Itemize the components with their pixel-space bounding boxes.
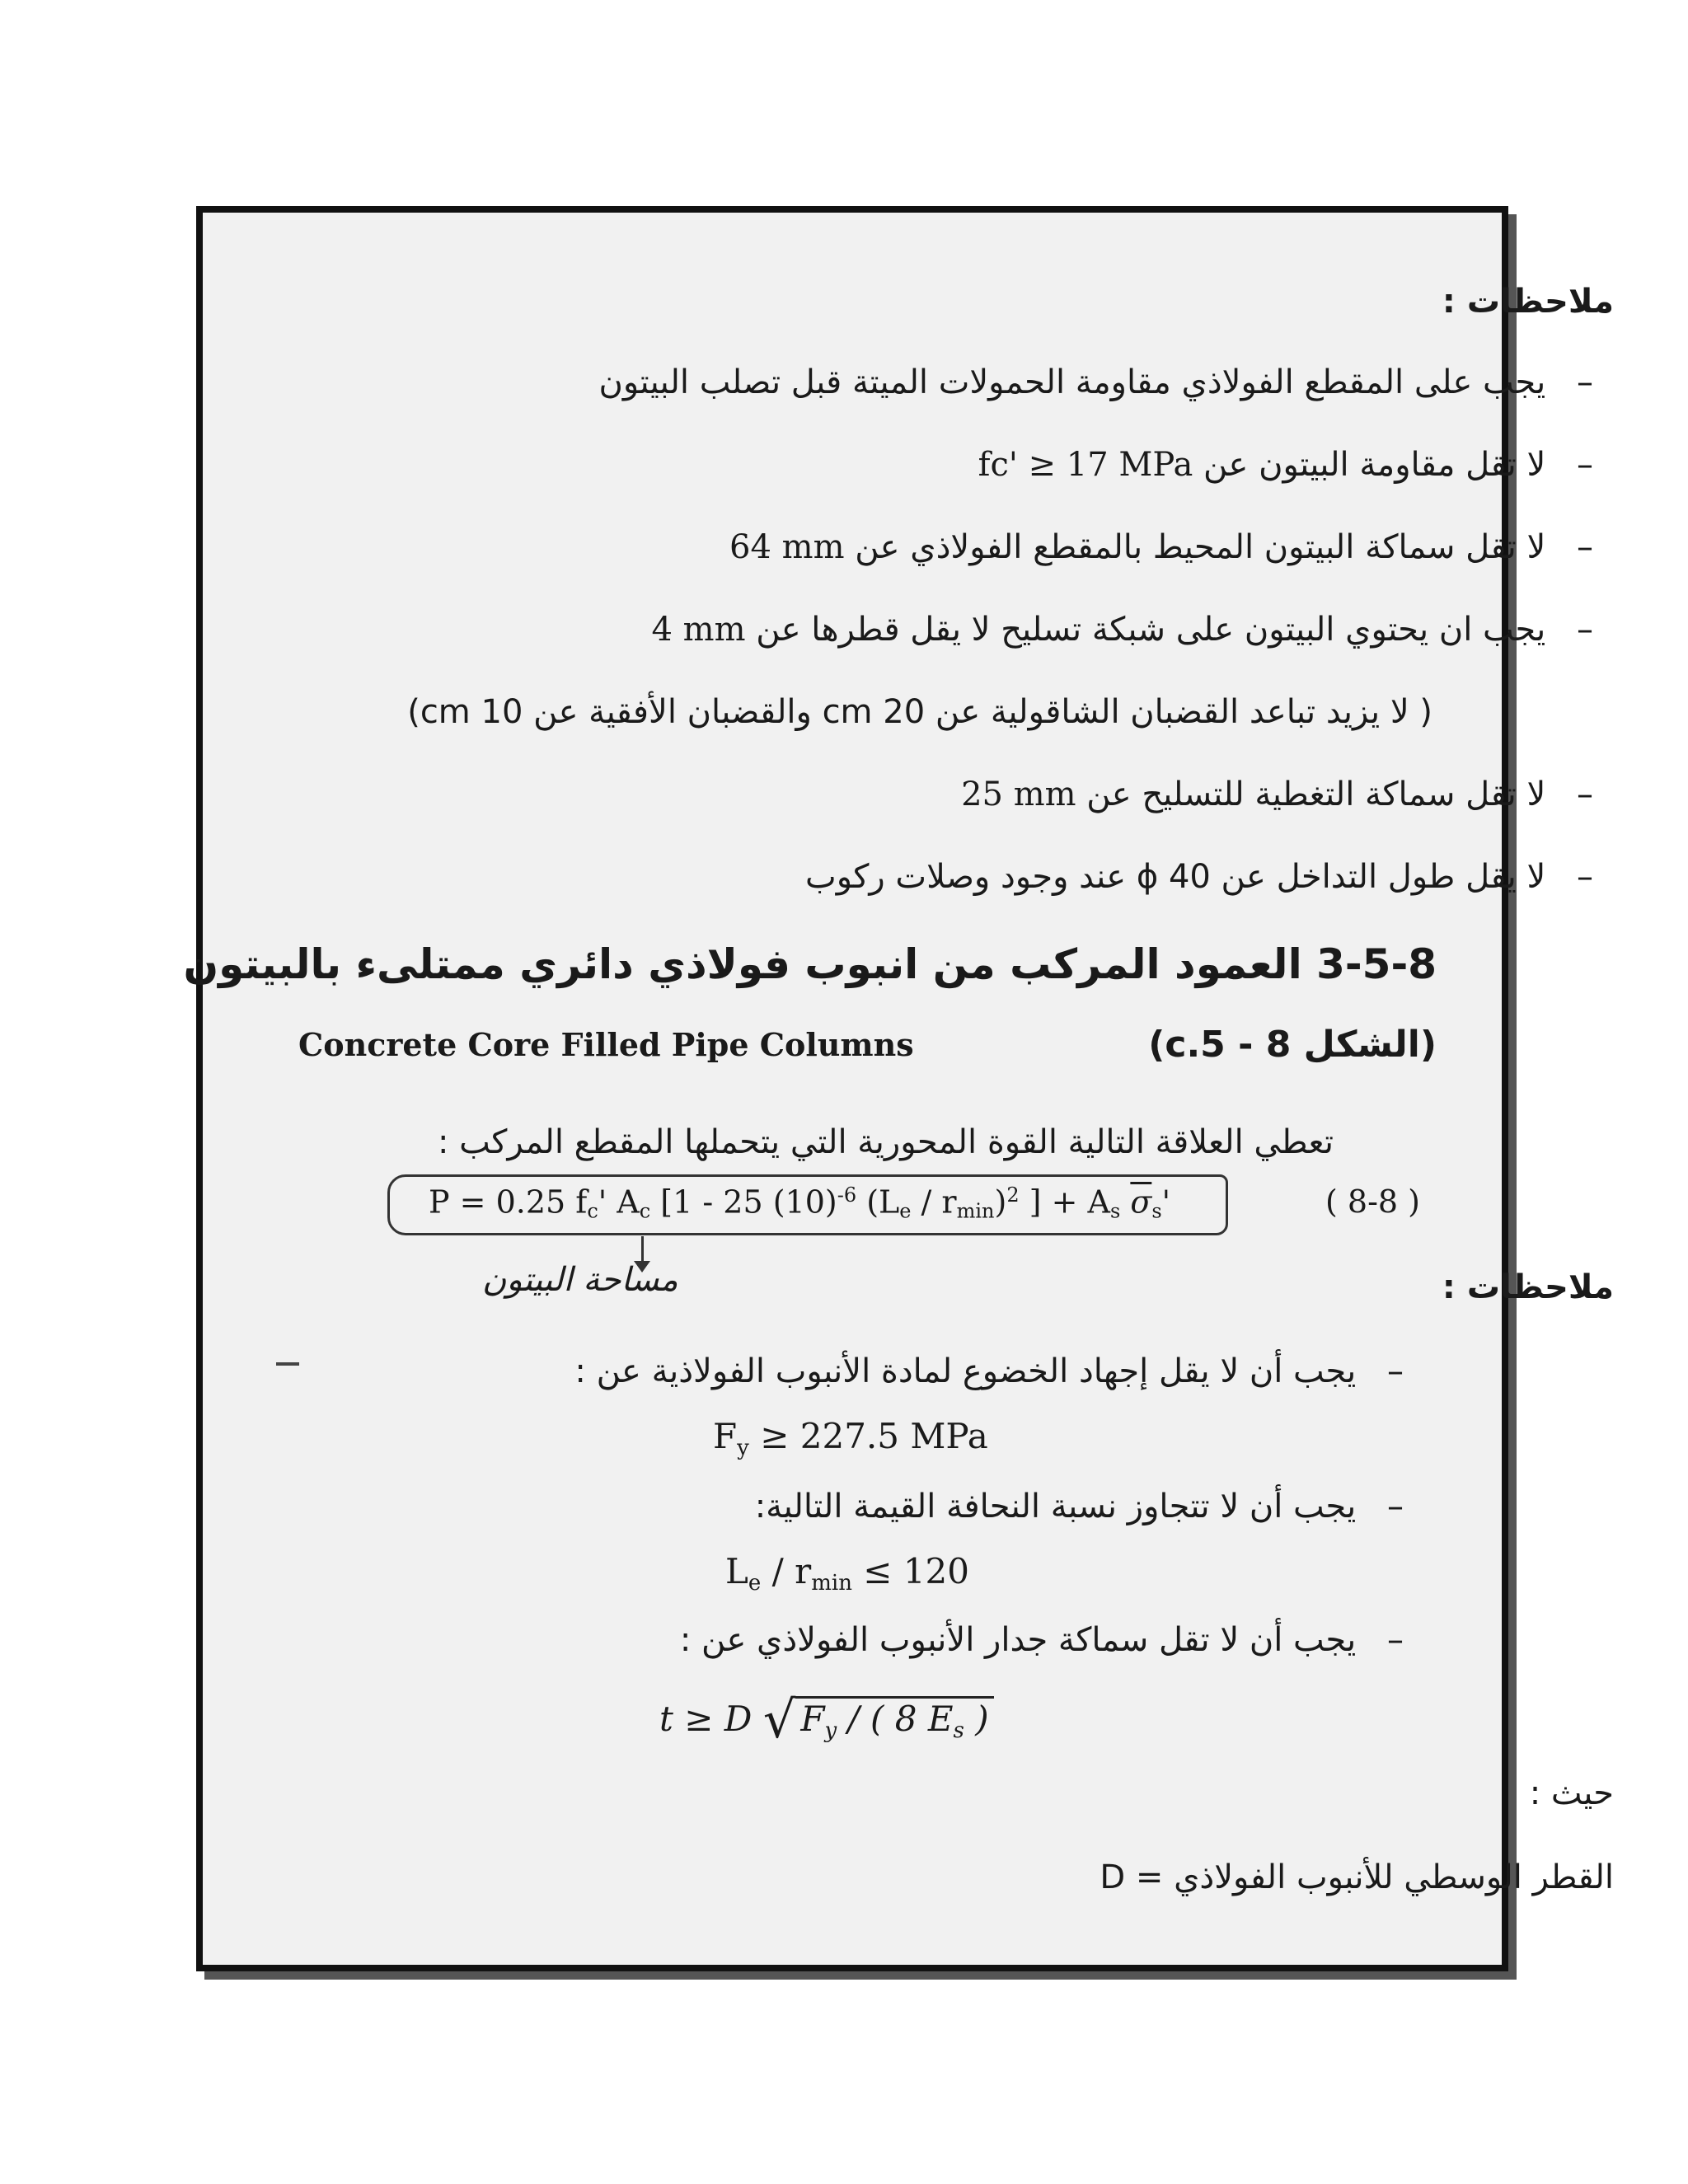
- definition-d-text: D = القطر الوسطي للأنبوب الفولاذي: [1100, 1858, 1614, 1896]
- req-1-text: يجب أن لا يقل إجهاد الخضوع لمادة الأنبوب الفولاذية عن :: [574, 1352, 1357, 1390]
- notes-heading-2: ملاحظات :: [1442, 1268, 1614, 1306]
- note-6-text: لا يقل طول التداخل عن 40 ɸ عند وجود وصلات ركوب: [805, 858, 1546, 896]
- note-6: [805, 854, 1614, 900]
- section-heading-en: Concrete Core Filled Pipe Columns: [298, 1026, 914, 1063]
- note-5-text: لا تقل سماكة التغطية للتسليح عن: [1086, 776, 1546, 813]
- bullet-dash: –: [1577, 446, 1593, 484]
- note-4-text: يجب ان يحتوي البيتون على شبكة تسليح لا يقل قطرها عن: [756, 611, 1546, 649]
- note-4b: ( لا يزيد تباعد القضبان الشاقولية عن 20 cm والقضبان الأفقية عن 10 cm): [407, 693, 1432, 731]
- definition-d: [1100, 1854, 1614, 1900]
- req-1-formula: $F_y \ge 227.5$ MPa: [713, 1416, 988, 1460]
- req-3-formula-radicand: $F_y$ / ( 8 $E_s$ ): [795, 1696, 993, 1739]
- note-2-value: fc' ≥ 17 MPa: [978, 446, 1193, 484]
- note-2-text: لا تقل مقاومة البيتون عن: [1203, 446, 1546, 484]
- scan-artifact: [276, 1362, 299, 1366]
- note-3: [729, 524, 1614, 570]
- note-4: [652, 607, 1614, 653]
- note-4-value: 4 mm: [651, 611, 746, 649]
- notes-heading-1: ملاحظات :: [1442, 283, 1614, 321]
- figure-ref: (الشكل 8 - 5.c): [1148, 1024, 1437, 1066]
- handwritten-note: مساحة البيتون: [482, 1261, 678, 1299]
- note-1-text: يجب على المقطع الفولاذي مقاومة الحمولات الميتة قبل تصلب البيتون: [598, 363, 1546, 401]
- req-2: [755, 1483, 1424, 1530]
- intro-text: تعطي العلاقة التالية القوة المحورية التي يتحملها المقطع المركب :: [437, 1123, 1334, 1161]
- req-2-formula: $L_e / r_{min} \le 120$: [725, 1551, 969, 1596]
- note-3-text: لا تقل سماكة البيتون المحيط بالمقطع الفولاذي عن: [855, 528, 1546, 566]
- note-5: [961, 771, 1614, 818]
- req-3-formula-lhs: t ≥ D: [659, 1699, 753, 1739]
- sqrt-icon: √ $F_y$ / ( 8 $E_s$ ): [763, 1690, 994, 1750]
- note-2: [978, 442, 1614, 488]
- req-1: [574, 1348, 1424, 1394]
- bullet-dash: –: [1387, 1488, 1404, 1526]
- bullet-dash: –: [1387, 1352, 1404, 1390]
- bullet-dash: –: [1387, 1621, 1404, 1659]
- bullet-dash: –: [1577, 858, 1593, 896]
- req-3-text: يجب أن لا تقل سماكة جدار الأنبوب الفولاذي عن :: [679, 1621, 1357, 1659]
- req-3-formula: [659, 1690, 994, 1750]
- bullet-dash: –: [1577, 776, 1593, 813]
- section-heading: 3-5-8 العمود المركب من انبوب فولاذي دائري ممتلىء بالبيتون: [183, 940, 1437, 988]
- equation-8-8: P = 0.25 $f_c'$ $A_c$ [1 - 25 $(10)^{-6}$ $(L_e / r_{min})^2$ ] + $A_s$ $\overline{\sigma}_s'$: [429, 1183, 1171, 1223]
- equation-number: ( 8-8 ): [1325, 1183, 1421, 1220]
- note-3-value: 64 mm: [729, 528, 845, 566]
- bullet-dash: –: [1577, 611, 1593, 649]
- note-1: [598, 359, 1614, 405]
- bullet-dash: –: [1577, 363, 1593, 401]
- req-2-text: يجب أن لا تتجاوز نسبة النحافة القيمة التالية:: [754, 1488, 1357, 1526]
- note-5-value: 25 mm: [961, 776, 1076, 813]
- where-label: حيث :: [1529, 1774, 1614, 1812]
- req-3: [680, 1617, 1424, 1663]
- bullet-dash: –: [1577, 528, 1593, 566]
